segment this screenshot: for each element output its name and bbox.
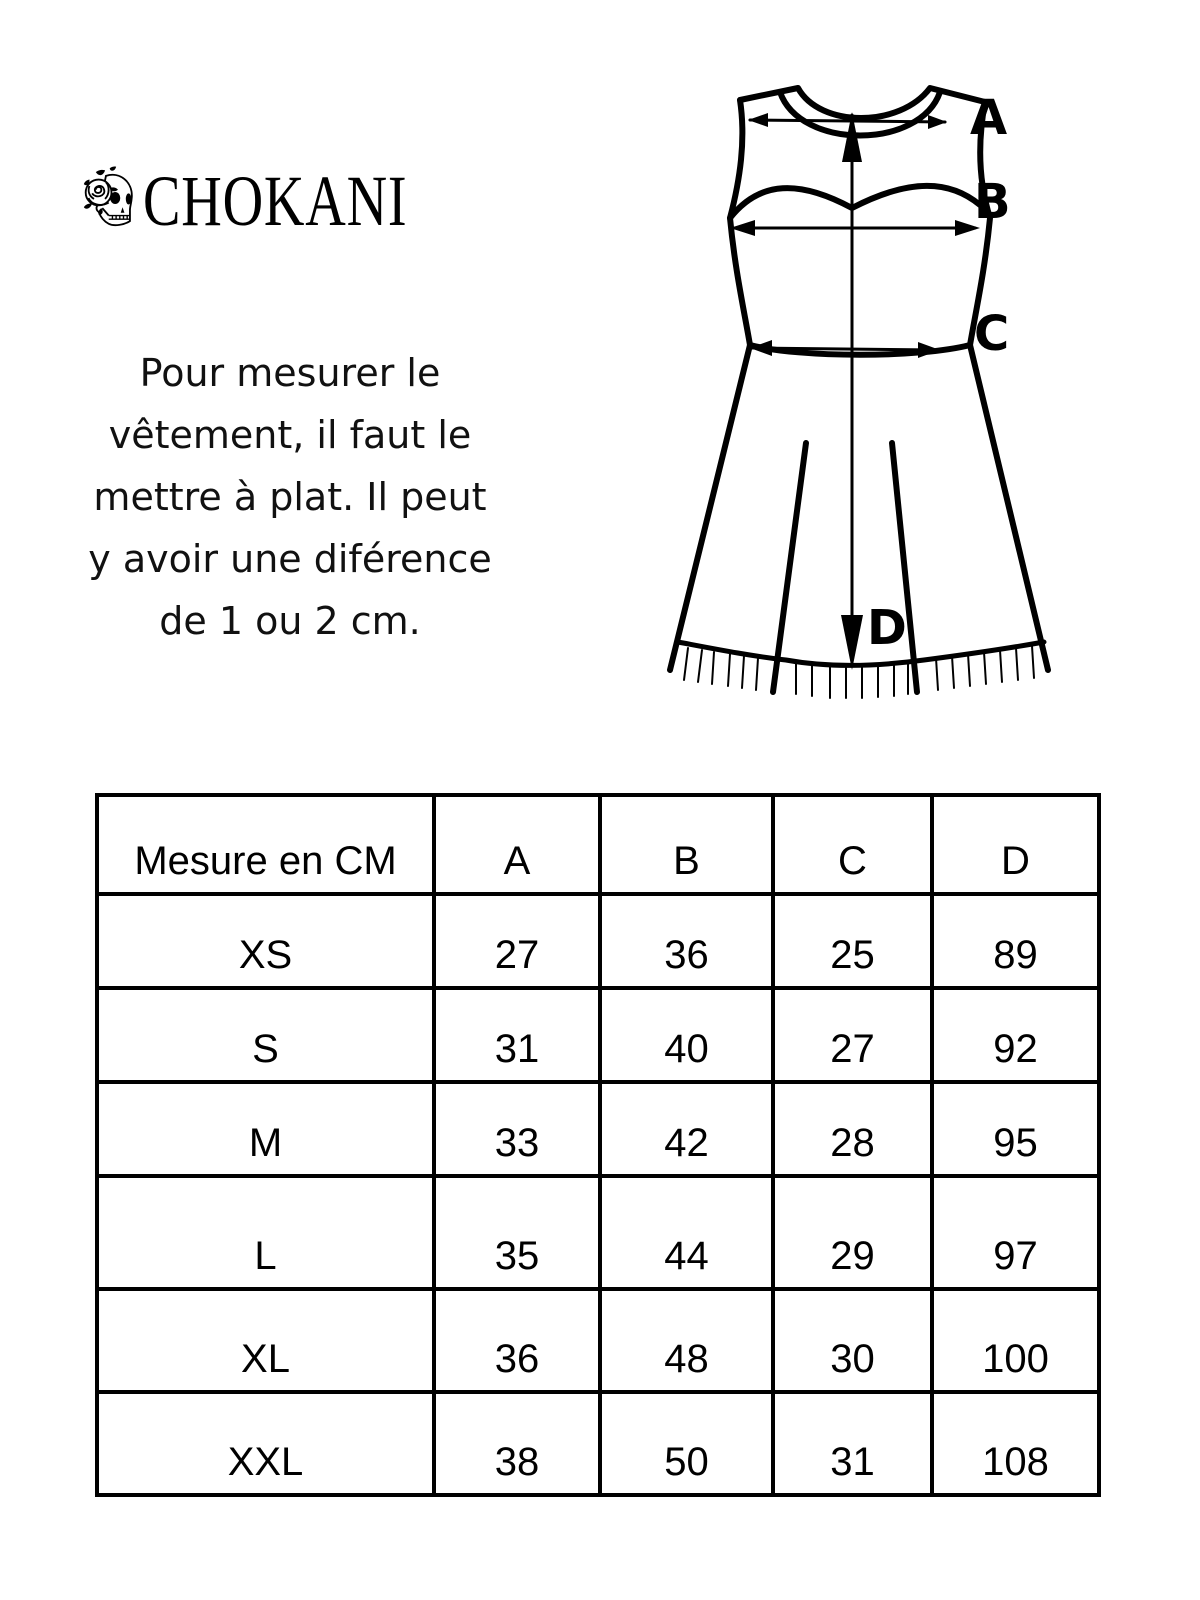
cell-d: 100 (932, 1289, 1099, 1392)
header-d: D (932, 795, 1099, 894)
cell-size: S (97, 988, 434, 1082)
table-row (97, 1082, 1099, 1176)
brand-name: CHOKANI (143, 161, 408, 241)
cell-d: 95 (932, 1082, 1099, 1176)
label-d: D (867, 600, 907, 656)
label-c: C (974, 306, 1010, 362)
cell-a: 33 (434, 1082, 600, 1176)
cell-b: 48 (600, 1289, 773, 1392)
size-chart-table (95, 793, 1101, 1497)
note-line: de 1 ou 2 cm. (159, 599, 421, 643)
cell-c: 27 (773, 988, 932, 1082)
cell-d: 89 (932, 894, 1099, 988)
cell-size: M (97, 1082, 434, 1176)
measuring-instructions (50, 342, 530, 652)
cell-b: 36 (600, 894, 773, 988)
header-b: B (600, 795, 773, 894)
header-size: Mesure en CM (97, 795, 434, 894)
cell-a: 36 (434, 1289, 600, 1392)
table-header-row (97, 795, 1099, 894)
cell-d: 108 (932, 1392, 1099, 1495)
cell-c: 28 (773, 1082, 932, 1176)
skull-with-rose-icon (82, 128, 135, 268)
table-row (97, 1289, 1099, 1392)
brand-logo (82, 128, 482, 268)
cell-size: XS (97, 894, 434, 988)
cell-b: 42 (600, 1082, 773, 1176)
header-c: C (773, 795, 932, 894)
cell-d: 92 (932, 988, 1099, 1082)
note-line: mettre à plat. Il peut (93, 475, 487, 519)
cell-a: 38 (434, 1392, 600, 1495)
cell-c: 29 (773, 1176, 932, 1289)
cell-a: 27 (434, 894, 600, 988)
table-row (97, 988, 1099, 1082)
cell-b: 50 (600, 1392, 773, 1495)
dress-outline-icon (640, 70, 1070, 710)
note-line: vêtement, il faut le (108, 413, 472, 457)
table-row (97, 1392, 1099, 1495)
cell-size: L (97, 1176, 434, 1289)
note-line: y avoir une diférence (88, 537, 492, 581)
cell-size: XL (97, 1289, 434, 1392)
header-a: A (434, 795, 600, 894)
cell-d: 97 (932, 1176, 1099, 1289)
label-a: A (970, 90, 1008, 146)
table-row (97, 894, 1099, 988)
cell-c: 31 (773, 1392, 932, 1495)
cell-b: 44 (600, 1176, 773, 1289)
cell-b: 40 (600, 988, 773, 1082)
note-line: Pour mesurer le (139, 351, 441, 395)
cell-c: 30 (773, 1289, 932, 1392)
cell-size: XXL (97, 1392, 434, 1495)
cell-a: 35 (434, 1176, 600, 1289)
cell-a: 31 (434, 988, 600, 1082)
label-b: B (974, 174, 1011, 230)
table-row (97, 1176, 1099, 1289)
cell-c: 25 (773, 894, 932, 988)
